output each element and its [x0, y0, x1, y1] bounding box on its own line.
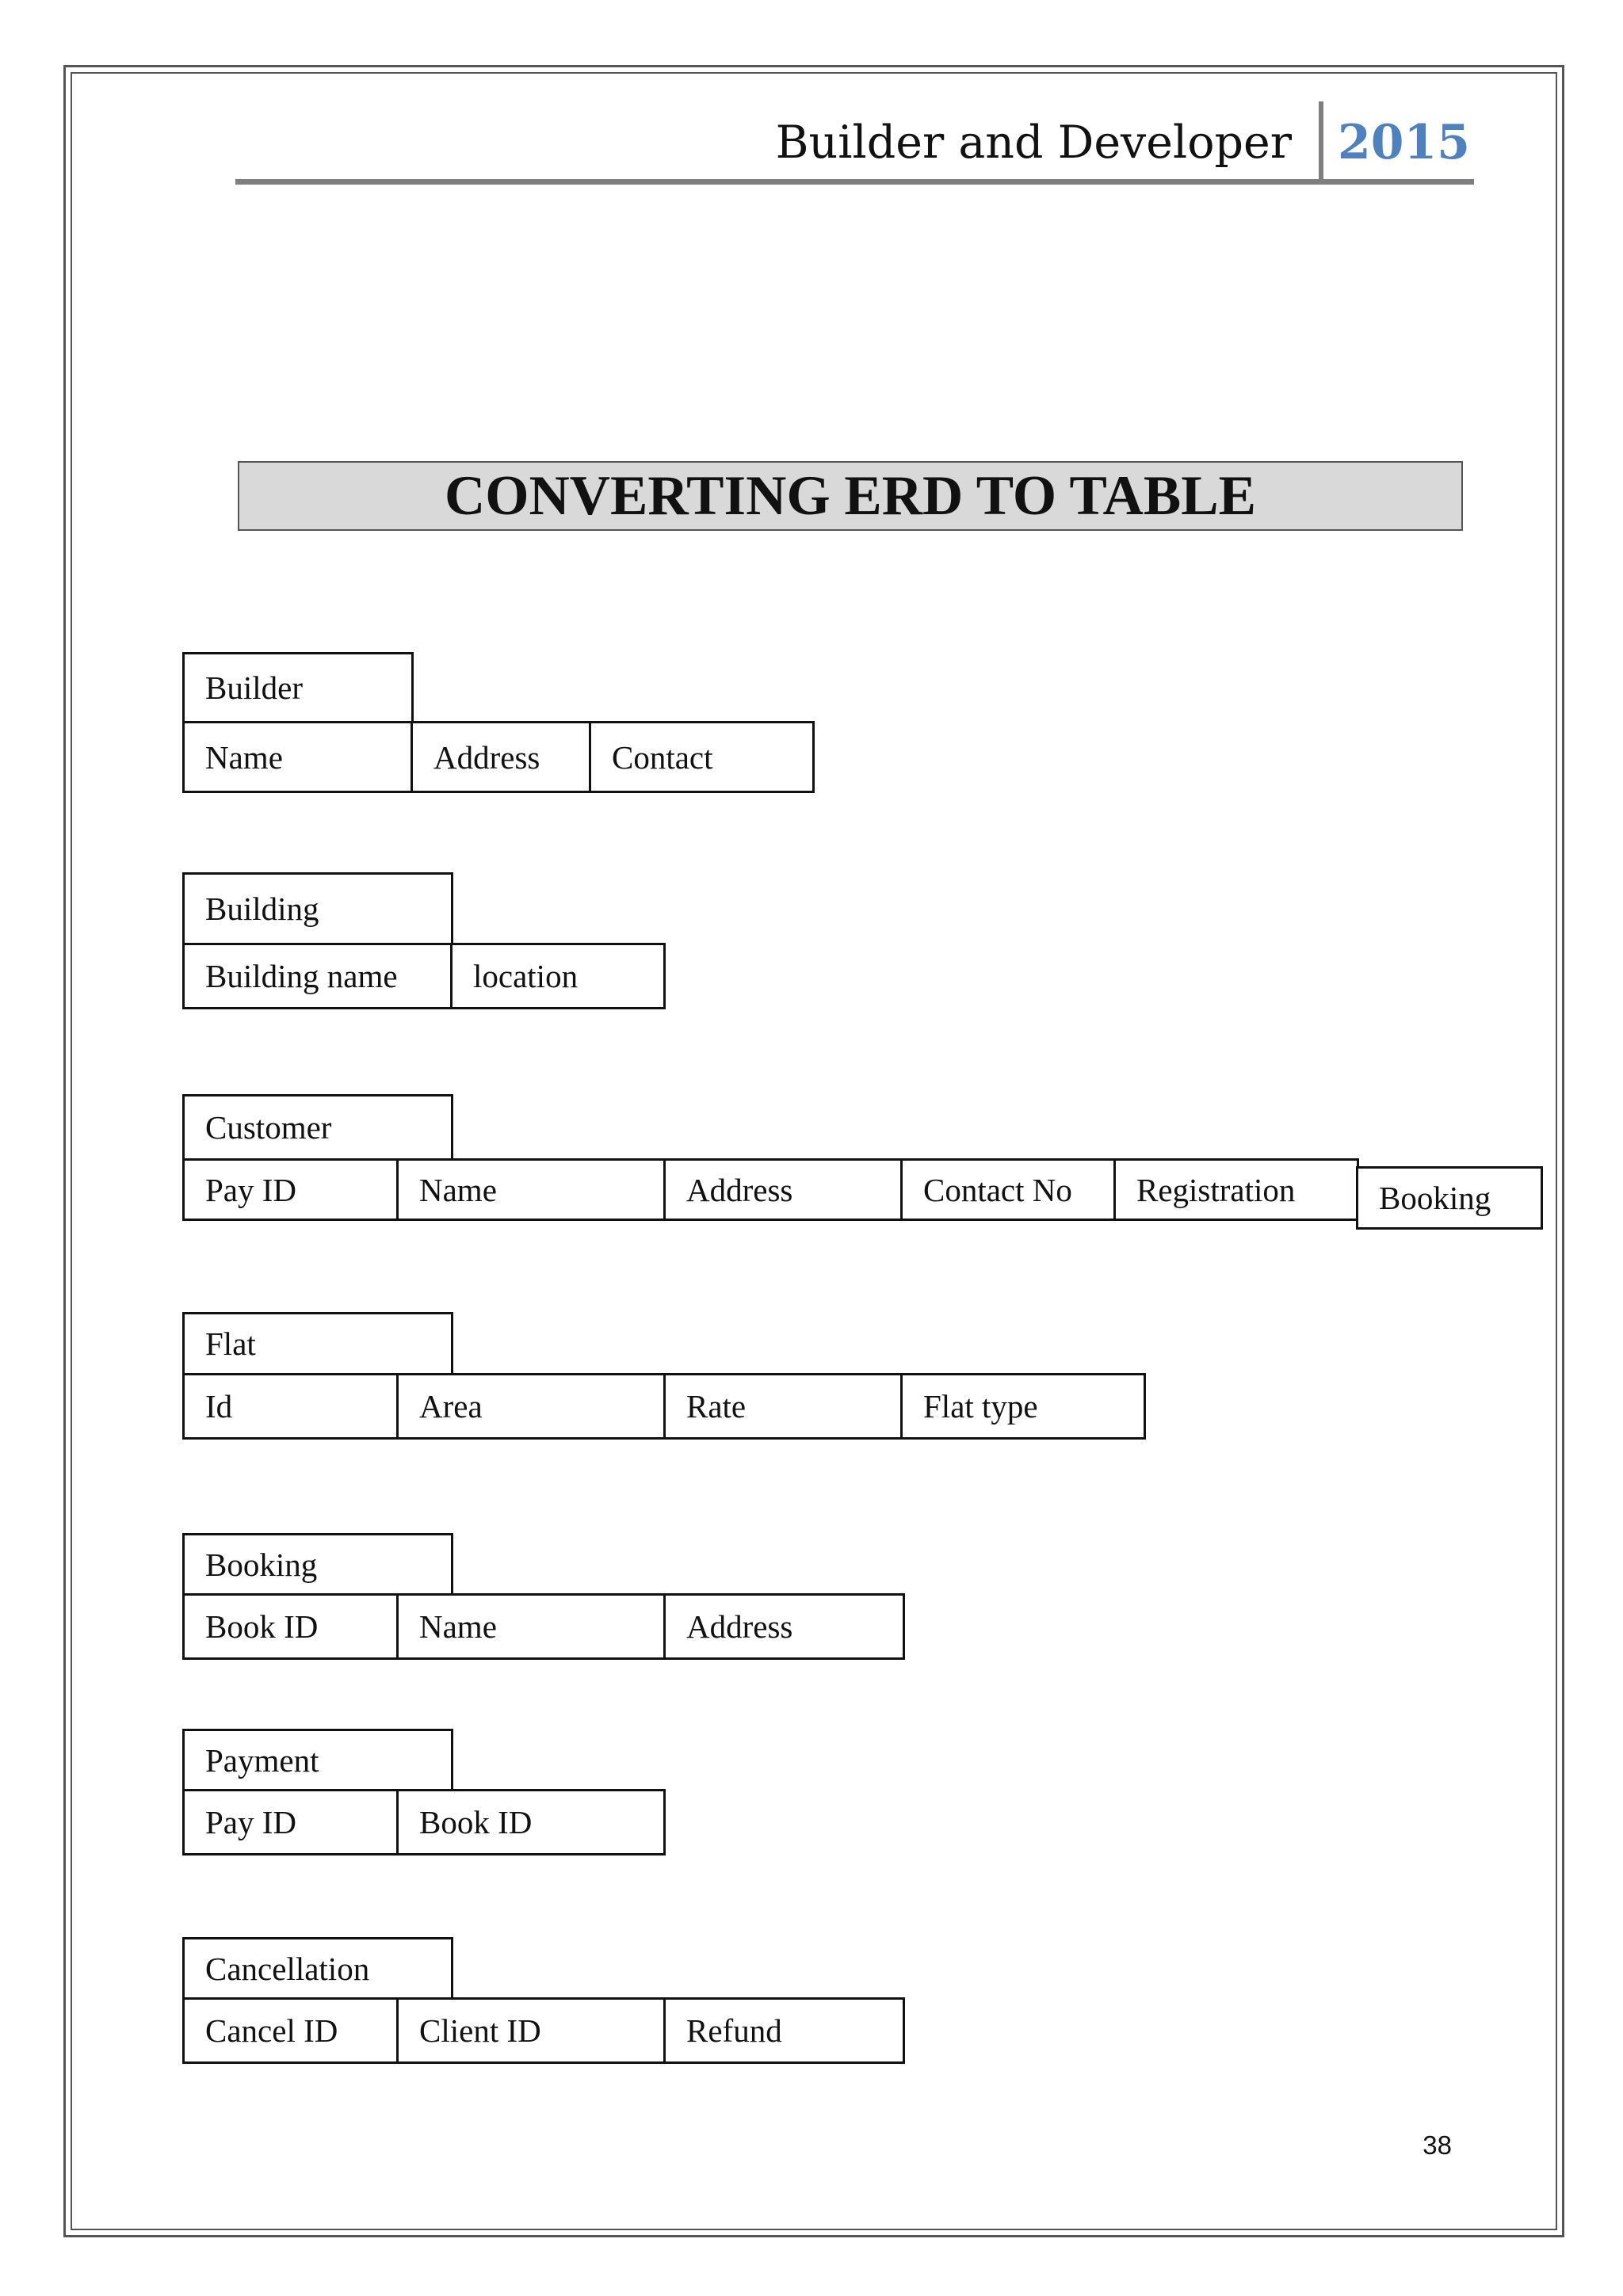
table-name-builder: Builder	[182, 652, 414, 723]
table-payment-col-2: Book ID	[396, 1789, 666, 1855]
table-flat-col-4: Flat type	[900, 1373, 1146, 1440]
table-payment-col-1: Pay ID	[182, 1789, 399, 1855]
table-customer-col-1: Pay ID	[182, 1158, 399, 1221]
table-name-customer: Customer	[182, 1094, 453, 1161]
table-customer-col-5: Registration	[1113, 1158, 1359, 1221]
table-builder-col-2: Address	[411, 721, 591, 793]
table-cancellation-col-3: Refund	[663, 1997, 905, 2064]
page-number: 38	[1423, 2130, 1452, 2160]
table-cancellation-col-1: Cancel ID	[182, 1997, 399, 2064]
table-flat-col-2: Area	[396, 1373, 666, 1440]
table-name-booking: Booking	[182, 1533, 453, 1596]
table-customer-col-2: Name	[396, 1158, 666, 1221]
header-title: Builder and Developer	[775, 116, 1292, 169]
table-booking-col-3: Address	[663, 1593, 905, 1660]
section-banner: CONVERTING ERD TO TABLE	[238, 461, 1463, 531]
table-flat-col-1: Id	[182, 1373, 399, 1440]
table-cancellation-col-2: Client ID	[396, 1997, 666, 2064]
table-building-col-1: Building name	[182, 943, 453, 1009]
table-name-payment: Payment	[182, 1729, 453, 1791]
table-booking-col-2: Name	[396, 1593, 666, 1660]
table-customer-col-4: Contact No	[900, 1158, 1116, 1221]
table-customer-col-6: Booking	[1356, 1166, 1543, 1230]
header-rule	[235, 179, 1474, 185]
table-customer-col-3: Address	[663, 1158, 903, 1221]
table-builder-col-3: Contact	[589, 721, 815, 793]
table-building-col-2: location	[450, 943, 666, 1009]
table-name-cancellation: Cancellation	[182, 1937, 453, 2000]
header-year: 2015	[1338, 115, 1470, 170]
table-booking-col-1: Book ID	[182, 1593, 399, 1660]
table-builder-col-1: Name	[182, 721, 413, 793]
table-flat-col-3: Rate	[663, 1373, 903, 1440]
header-separator	[1319, 101, 1323, 184]
table-name-flat: Flat	[182, 1312, 453, 1375]
table-name-building: Building	[182, 872, 453, 945]
